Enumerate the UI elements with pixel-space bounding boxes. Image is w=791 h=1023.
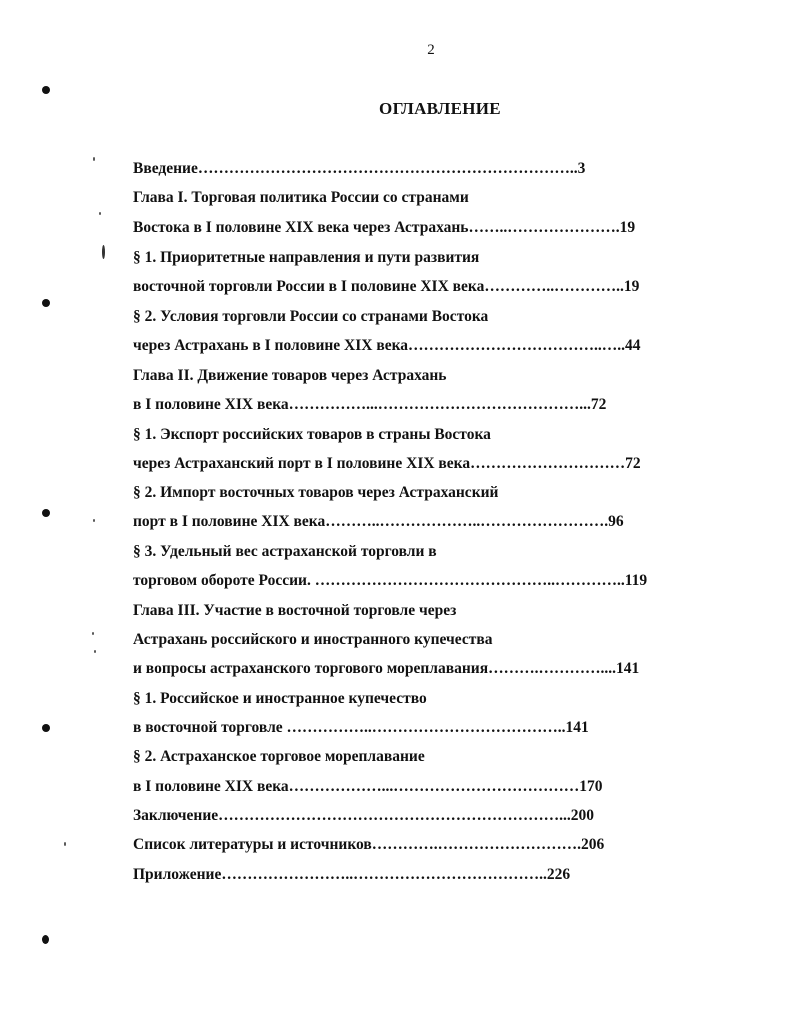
toc-line: восточной торговли России в I половине XIX века…………..…………..19 <box>133 278 640 295</box>
toc-line: в I половине XIX века………………...………………………………170 <box>133 778 603 795</box>
toc-line: через Астрахань в I половине XIX века………………………………..…..44 <box>133 337 641 354</box>
page-number: 2 <box>427 42 435 58</box>
toc-line: Список литературы и источников………….……………………….206 <box>133 836 605 853</box>
toc-line: Приложение……………………..………………………………..226 <box>133 866 571 883</box>
scan-speck <box>94 650 96 653</box>
scan-speck <box>93 157 95 161</box>
toc-line: Глава I. Торговая политика России со странами <box>133 189 469 206</box>
toc-line: § 1. Экспорт российских товаров в страны Востока <box>133 426 491 443</box>
scan-speck <box>99 212 101 215</box>
toc-line: и вопросы астраханского торгового мореплавания……….…………....141 <box>133 660 640 677</box>
toc-line: Введение………………………………………………………………..3 <box>133 160 586 177</box>
toc-line: в восточной торговле ……………..………………………………..141 <box>133 719 589 736</box>
binder-hole-mark <box>42 86 50 94</box>
toc-line: через Астраханский порт в I половине XIX века…………………………72 <box>133 455 641 472</box>
toc-line: в I половине XIX века……………...…………………………………...72 <box>133 396 607 413</box>
toc-line: торговом обороте России. ………………………………………..…………..119 <box>133 572 648 589</box>
toc-line: § 1. Приоритетные направления и пути развития <box>133 249 480 266</box>
toc-line: Глава II. Движение товаров через Астрахань <box>133 367 447 384</box>
toc-line: Глава III. Участие в восточной торговле через <box>133 602 457 619</box>
binder-hole-mark <box>42 509 50 517</box>
scan-speck <box>64 842 66 846</box>
toc-line: порт в I половине XIX века………..………………..…………………….96 <box>133 513 624 530</box>
toc-line: § 2. Условия торговли России со странами Востока <box>133 308 489 325</box>
toc-line: Востока в I половине XIX века через Астрахань……..………………….19 <box>133 219 636 236</box>
toc-line: § 1. Российское и иностранное купечество <box>133 690 427 707</box>
toc-line: § 2. Импорт восточных товаров через Астраханский <box>133 484 499 501</box>
toc-line: § 2. Астраханское торговое мореплавание <box>133 748 425 765</box>
toc-line: Астрахань российского и иностранного купечества <box>133 631 493 648</box>
scan-speck <box>93 519 95 522</box>
scan-speck <box>92 632 94 635</box>
page-title: ОГЛАВЛЕНИЕ <box>379 99 501 118</box>
binder-hole-mark <box>42 935 49 944</box>
binder-hole-mark <box>42 724 50 732</box>
scan-speck <box>102 245 105 259</box>
toc-line: Заключение…………………………………………………………...200 <box>133 807 595 824</box>
toc-line: § 3. Удельный вес астраханской торговли в <box>133 543 437 560</box>
binder-hole-mark <box>42 299 50 307</box>
